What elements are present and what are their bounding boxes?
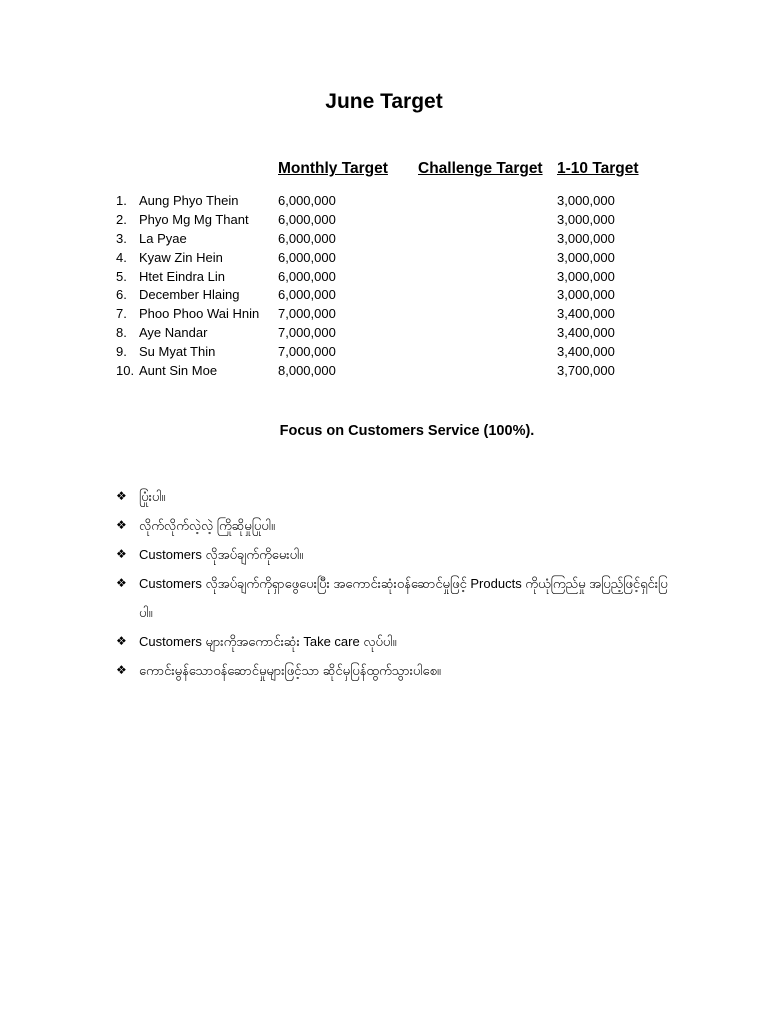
1-10-target-value: 3,000,000 xyxy=(557,211,615,227)
row-number: 8. xyxy=(116,325,127,341)
table-row xyxy=(0,250,768,269)
monthly-target-value: 8,000,000 xyxy=(278,363,336,379)
row-number: 4. xyxy=(116,249,127,265)
monthly-target-value: 6,000,000 xyxy=(278,193,336,208)
bullet-diamond-icon: ❖ xyxy=(116,518,127,532)
bullet-text: Customers လိုအပ်ချက်ကိုမေးပါ။ xyxy=(139,547,304,562)
list-item xyxy=(116,627,676,656)
table-row xyxy=(0,287,768,306)
bullet-diamond-icon: ❖ xyxy=(116,634,127,648)
table-row xyxy=(0,231,768,250)
monthly-target-value: 6,000,000 xyxy=(278,268,336,284)
bullet-diamond-icon: ❖ xyxy=(116,547,127,561)
page-title: June Target xyxy=(325,90,443,113)
bullet-diamond-icon: ❖ xyxy=(116,663,127,677)
monthly-target-value: 7,000,000 xyxy=(278,344,336,360)
list-item xyxy=(116,511,676,540)
bullet-list xyxy=(116,482,676,685)
employee-name: Aung Phyo Thein xyxy=(139,193,239,208)
list-item xyxy=(116,656,676,685)
header-challenge-target: Challenge Target xyxy=(418,160,543,177)
bullet-text: Customers လိုအပ်ချက်ကိုရှာဖွေပေးပြီး အကောင်းဆုံးဝန်ဆောင်မှုဖြင့် Products ကိုယုံကြည်မှု အပြည့်ဖြင့်ရှင်းပြပါ။ xyxy=(139,576,668,620)
bullet-text: Customers များကိုအကောင်းဆုံး Take care လုပ်ပါ။ xyxy=(139,634,397,649)
monthly-target-value: 6,000,000 xyxy=(278,211,336,227)
employee-name: December Hlaing xyxy=(139,287,240,303)
employee-name: Aunt Sin Moe xyxy=(139,363,218,379)
target-table xyxy=(0,193,768,382)
1-10-target-value: 3,000,000 xyxy=(557,193,615,208)
employee-name: Aye Nandar xyxy=(139,325,208,341)
1-10-target-value: 3,400,000 xyxy=(557,306,615,322)
bullet-diamond-icon: ❖ xyxy=(116,576,127,590)
row-number: 5. xyxy=(116,268,127,284)
1-10-target-value: 3,400,000 xyxy=(557,325,615,341)
bullet-text: ပြုံးပါ။ xyxy=(139,489,166,504)
row-number: 6. xyxy=(116,287,127,303)
row-number: 1. xyxy=(116,193,127,208)
monthly-target-value: 6,000,000 xyxy=(278,230,336,246)
monthly-target-value: 6,000,000 xyxy=(278,287,336,303)
table-row xyxy=(0,363,768,382)
list-item xyxy=(116,540,676,569)
row-number: 3. xyxy=(116,230,127,246)
employee-name: La Pyae xyxy=(139,230,187,246)
1-10-target-value: 3,000,000 xyxy=(557,268,615,284)
employee-name: Phoo Phoo Wai Hnin xyxy=(139,306,260,322)
table-row xyxy=(0,325,768,344)
1-10-target-value: 3,700,000 xyxy=(557,363,615,379)
employee-name: Phyo Mg Mg Thant xyxy=(139,211,249,227)
table-row xyxy=(0,306,768,325)
employee-name: Kyaw Zin Hein xyxy=(139,249,223,265)
list-item xyxy=(116,569,676,627)
table-row xyxy=(0,212,768,231)
monthly-target-value: 6,000,000 xyxy=(278,249,336,265)
table-row xyxy=(0,269,768,288)
focus-heading: Focus on Customers Service (100%). xyxy=(279,423,535,439)
employee-name: Su Myat Thin xyxy=(139,344,216,360)
list-item xyxy=(116,482,676,511)
header-monthly-target: Monthly Target xyxy=(278,160,388,177)
1-10-target-value: 3,400,000 xyxy=(557,344,615,360)
row-number: 10. xyxy=(116,363,135,379)
bullet-text: လိုက်လိုက်လဲ့လဲ့ ကြိုဆိုမှုပြုပါ။ xyxy=(139,518,275,533)
1-10-target-value: 3,000,000 xyxy=(557,287,615,303)
table-row xyxy=(0,193,768,212)
row-number: 2. xyxy=(116,211,127,227)
monthly-target-value: 7,000,000 xyxy=(278,306,336,322)
bullet-diamond-icon: ❖ xyxy=(116,489,127,503)
bullet-text: ကောင်းမွန်သောဝန်ဆောင်မှုများဖြင့်သာ ဆိုင်မှပြန်ထွက်သွားပါစေ။ xyxy=(139,663,441,678)
row-number: 7. xyxy=(116,306,127,322)
monthly-target-value: 7,000,000 xyxy=(278,325,336,341)
row-number: 9. xyxy=(116,344,127,360)
table-row xyxy=(0,344,768,363)
employee-name: Htet Eindra Lin xyxy=(139,268,225,284)
1-10-target-value: 3,000,000 xyxy=(557,249,615,265)
header-1-10-target: 1-10 Target xyxy=(557,160,639,177)
1-10-target-value: 3,000,000 xyxy=(557,230,615,246)
